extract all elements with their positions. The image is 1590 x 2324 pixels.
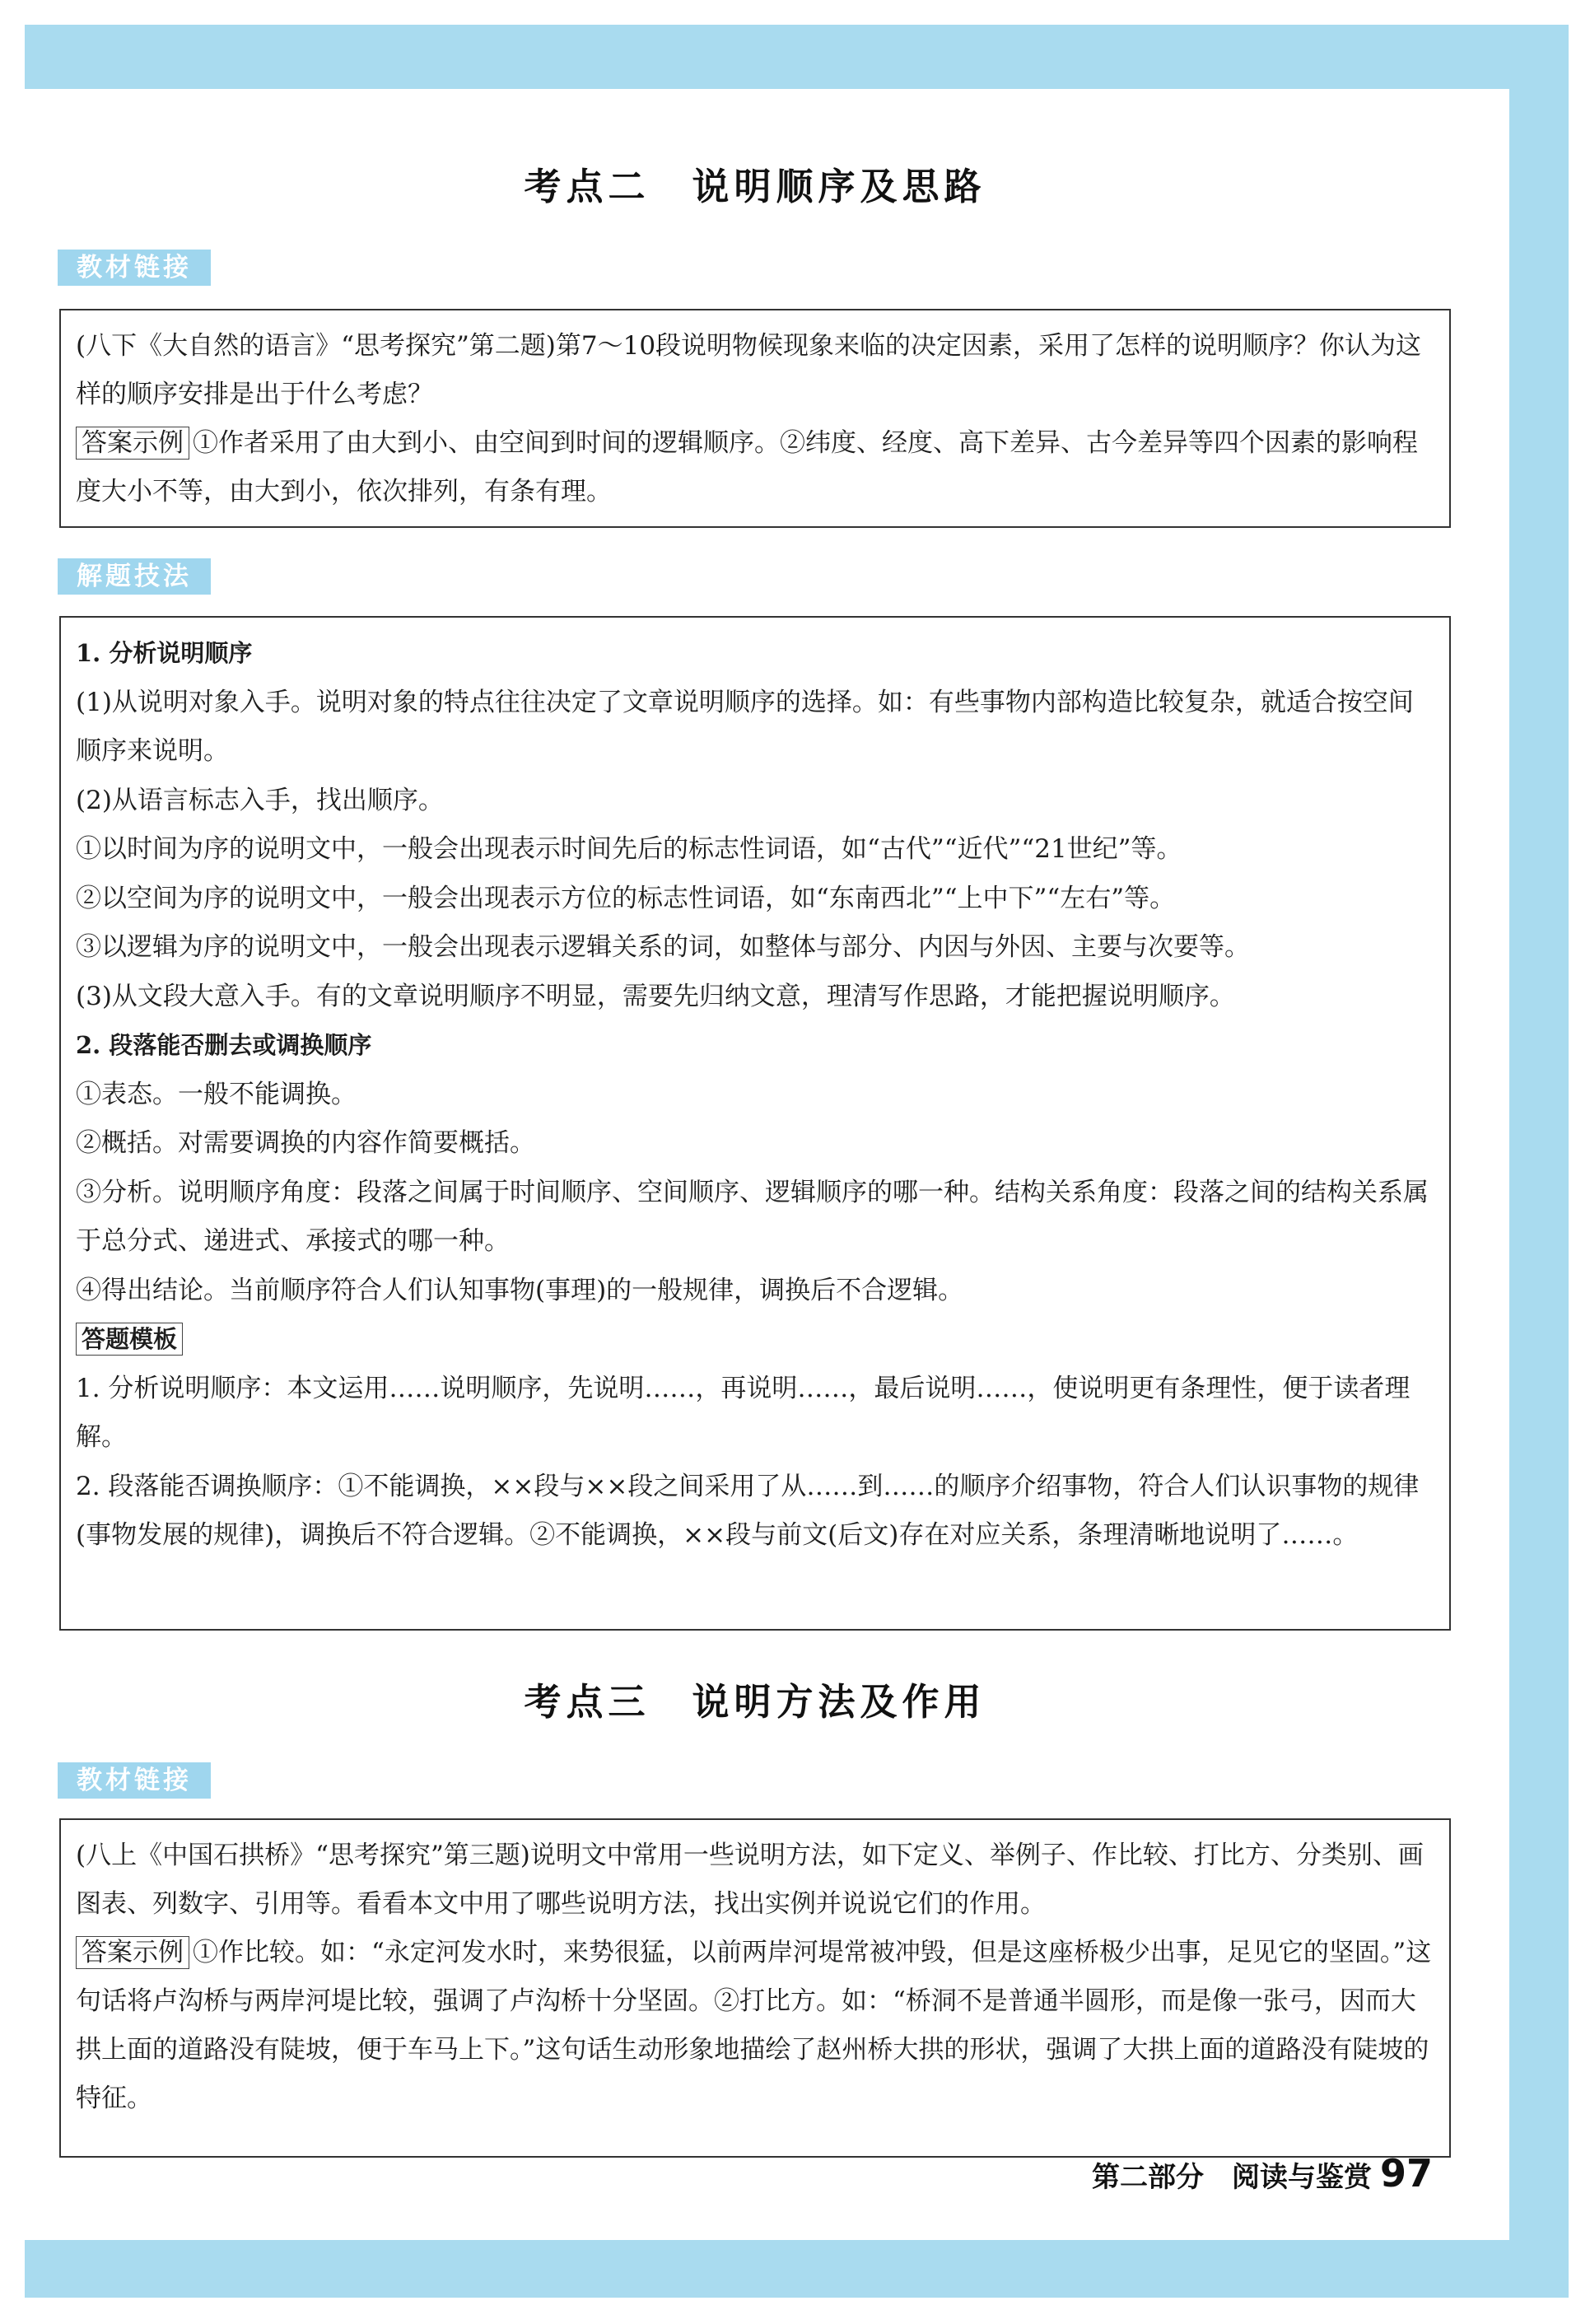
method-paragraph: ②以空间为序的说明文中，一般会出现表示方位的标志性词语，如“东南西北”“上中下”“左右”等。 (76, 883, 1176, 913)
textbook-link-box-3 (59, 1818, 1451, 2158)
method-box (59, 616, 1451, 1631)
answer-text: ①作比较。如：“永定河发水时，来势很猛，以前两岸河堤常被冲毁，但是这座桥极少出事，足见它的坚固。”这句话将卢沟桥与两岸河堤比较，强调了卢沟桥十分坚固。②打比方。如：“桥洞不是普通半圆形，而是像一张弓，因而大拱上面的道路没有陡坡，便于车马上下。”这句话生动形象地描绘了赵州桥大拱的形状，强调了大拱上面的道路没有陡坡的特征。 (76, 1938, 1432, 2113)
page-number: 97 (1379, 2151, 1433, 2196)
textbook-answer (76, 1929, 1434, 2123)
textbook-link-box-2 (59, 309, 1451, 528)
page-footer (1005, 2151, 1433, 2196)
textbook-answer (76, 419, 1434, 516)
answer-example-label: 答案示例 (76, 1936, 189, 1969)
textbook-question: (八上《中国石拱桥》“思考探究”第三题)说明文中常用一些说明方法，如下定义、举例子、作比较、打比方、分类别、画图表、列数字、引用等。看看本文中用了哪些说明方法，找出实例并说说它们的作用。 (76, 1841, 1424, 1919)
right-color-band (1509, 25, 1569, 2248)
method-heading-1: 1. 分析说明顺序 (76, 639, 253, 667)
answer-text: ①作者采用了由大到小、由空间到时间的逻辑顺序。②纬度、经度、高下差异、古今差异等四个因素的影响程度大小不等，由大到小，依次排列，有条有理。 (76, 428, 1418, 506)
section-title-3: 考点三 说明方法及作用 (524, 1680, 986, 1724)
answer-example-label: 答案示例 (76, 427, 189, 460)
method-tag: 解题技法 (58, 558, 211, 595)
method-paragraph: ②概括。对需要调换的内容作简要概括。 (76, 1128, 535, 1158)
template-paragraph: 1. 分析说明顺序：本文运用……说明顺序，先说明……，再说明……，最后说明……，使说明更有条理性，便于读者理解。 (76, 1373, 1410, 1452)
answer-template-label: 答题模板 (76, 1323, 183, 1356)
method-paragraph: ④得出结论。当前顺序符合人们认知事物(事理)的一般规律，调换后不合逻辑。 (76, 1275, 964, 1305)
method-paragraph: ③以逻辑为序的说明文中，一般会出现表示逻辑关系的词，如整体与部分、内因与外因、主要与次要等。 (76, 932, 1250, 962)
method-paragraph: ①表态。一般不能调换。 (76, 1079, 357, 1109)
template-label-row (76, 1315, 1434, 1365)
textbook-link-tag: 教材链接 (58, 1762, 211, 1799)
method-paragraph: ①以时间为序的说明文中，一般会出现表示时间先后的标志性词语，如“古代”“近代”“21世纪”等。 (76, 834, 1182, 864)
textbook-link-tag: 教材链接 (58, 250, 211, 286)
method-paragraph: ③分析。说明顺序角度：段落之间属于时间顺序、空间顺序、逻辑顺序的哪一种。结构关系角度：段落之间的结构关系属于总分式、递进式、承接式的哪一种。 (76, 1177, 1429, 1256)
method-heading-2: 2. 段落能否删去或调换顺序 (76, 1031, 372, 1059)
method-paragraph: (3)从文段大意入手。有的文章说明顺序不明显，需要先归纳文意，理清写作思路，才能把握说明顺序。 (76, 981, 1235, 1011)
bottom-color-band (25, 2240, 1569, 2298)
method-paragraph: (2)从语言标志入手，找出顺序。 (76, 785, 444, 815)
template-paragraph: 2. 段落能否调换顺序：①不能调换，××段与××段之间采用了从……到……的顺序介绍事物，符合人们认识事物的规律(事物发展的规律)，调换后不符合逻辑。②不能调换，××段与前文(后文)存在对应关系，条理清晰地说明了……。 (76, 1471, 1420, 1550)
top-color-band (25, 25, 1569, 89)
textbook-question: (八下《大自然的语言》“思考探究”第二题)第7～10段说明物候现象来临的决定因素，采用了怎样的说明顺序？你认为这样的顺序安排是出于什么考虑？ (76, 331, 1422, 409)
footer-part-label: 第二部分 阅读与鉴赏 (1091, 2161, 1372, 2194)
method-paragraph: (1)从说明对象入手。说明对象的特点往往决定了文章说明顺序的选择。如：有些事物内部构造比较复杂，就适合按空间顺序来说明。 (76, 687, 1414, 766)
section-title-2: 考点二 说明顺序及思路 (524, 165, 986, 208)
